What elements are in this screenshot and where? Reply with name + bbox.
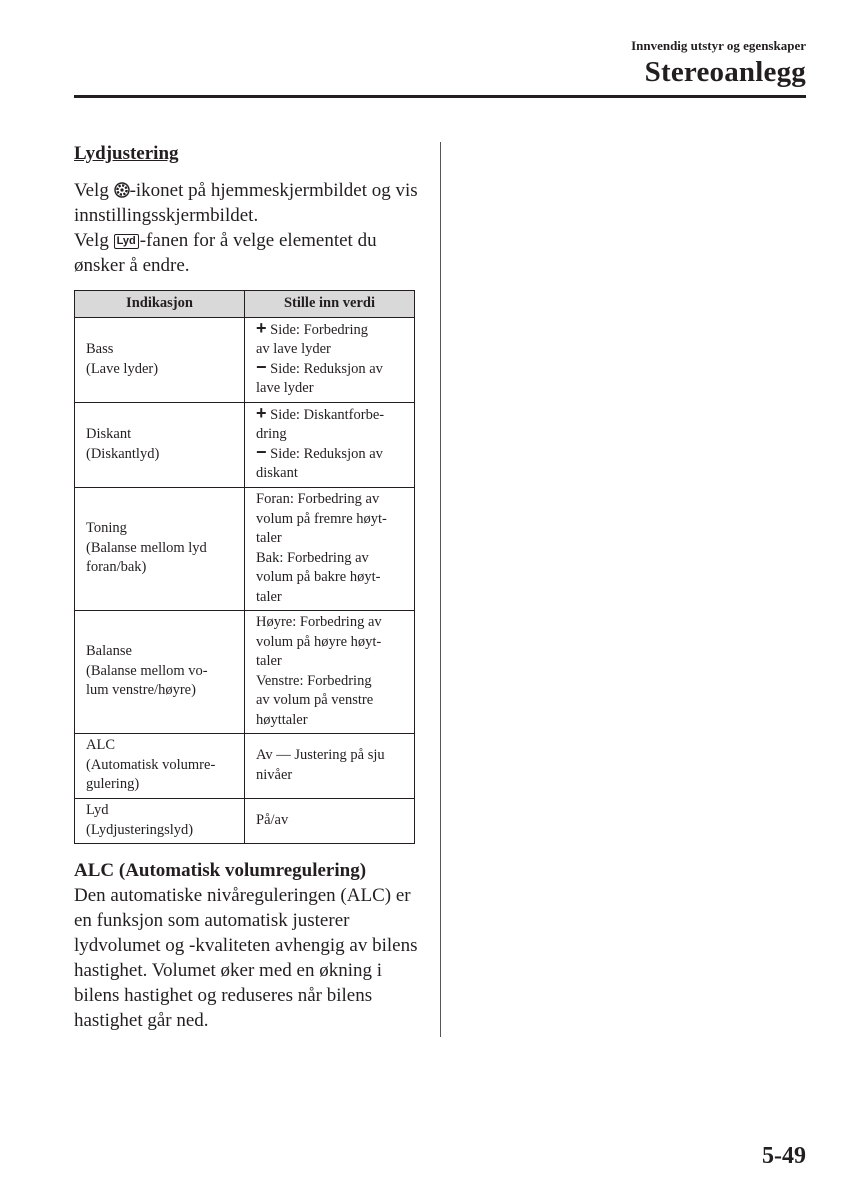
value-text: Bak: Forbedring av: [256, 549, 369, 566]
value-text: diskant: [256, 465, 298, 481]
plus-icon: +: [256, 317, 267, 338]
value-line: [256, 746, 403, 766]
indication-line: (Lydjusteringslyd): [86, 821, 194, 838]
indication-line: Toning: [86, 520, 127, 537]
value-cell: [245, 610, 415, 733]
indication-cell: [75, 317, 245, 402]
section-title: Lydjustering: [74, 143, 179, 164]
intro-text: Velg: [74, 230, 114, 251]
value-text: taler: [256, 530, 282, 546]
value-line: [256, 766, 403, 786]
indication-cell: [75, 487, 245, 610]
value-line: [256, 633, 403, 653]
value-line: [256, 402, 403, 426]
indication-cell: [75, 610, 245, 733]
alc-title: ALC (Automatisk volumregulering): [74, 859, 367, 881]
value-line: [256, 425, 403, 445]
value-line: [256, 652, 403, 672]
value-text: Venstre: Forbedring: [256, 672, 372, 689]
column-header-value: Stille inn verdi: [245, 291, 415, 318]
column-divider: [440, 142, 441, 1037]
value-text: Foran: Forbedring av: [256, 491, 380, 507]
gear-icon: [114, 180, 130, 196]
value-cell: [245, 733, 415, 798]
value-text: volum på høyre høyt-: [256, 633, 382, 650]
value-line: [256, 317, 403, 341]
indication-cell: [75, 798, 245, 843]
table-row: [75, 610, 415, 733]
value-text: Av — Justering på sju: [256, 747, 385, 763]
indication-line: ALC: [86, 737, 115, 754]
value-cell: [245, 798, 415, 843]
value-line: [256, 529, 403, 549]
value-text: av lave lyder: [256, 341, 331, 357]
value-text: taler: [256, 653, 282, 669]
value-line: [256, 379, 403, 399]
value-line: [256, 588, 403, 608]
intro-paragraph-1: [74, 178, 419, 228]
value-line: [256, 613, 403, 633]
value-line: [256, 549, 403, 569]
indication-line: lum venstre/høyre): [86, 682, 196, 699]
value-line: [256, 340, 403, 360]
value-cell: [245, 487, 415, 610]
value-cell: [245, 317, 415, 402]
value-line: [256, 691, 403, 711]
indication-line: (Diskantlyd): [86, 445, 160, 462]
intro-text: -fanen for å velge elementet du ønsker å endre.: [74, 230, 377, 276]
value-cell: [245, 402, 415, 487]
value-line: [256, 464, 403, 484]
value-line: [256, 711, 403, 731]
value-text: Høyre: Forbedring av: [256, 614, 382, 630]
main-column: [74, 142, 419, 1033]
value-text: Side: Reduksjon av: [266, 445, 383, 462]
value-text: På/av: [256, 811, 289, 828]
intro-text: -ikonet på hjemmeskjermbildet og vis innstillingsskjermbildet.: [74, 180, 418, 226]
value-text: volum på fremre høyt-: [256, 510, 387, 527]
page-title: Stereoanlegg: [644, 56, 806, 88]
table-header-row: [75, 291, 415, 318]
value-line: [256, 672, 403, 692]
value-text: volum på bakre høyt-: [256, 569, 381, 585]
value-text: dring: [256, 426, 287, 442]
page-number: 5-49: [762, 1143, 806, 1169]
minus-icon: −: [256, 441, 267, 462]
value-text: lave lyder: [256, 380, 314, 396]
page-header-section: Innvendig utstyr og egenskaper: [631, 38, 806, 53]
value-text: høyttaler: [256, 711, 308, 728]
value-line: [256, 510, 403, 530]
plus-icon: +: [256, 402, 267, 423]
value-text: av volum på venstre: [256, 692, 374, 708]
value-text: Side: Diskantforbe-: [266, 406, 385, 423]
indication-line: gulering): [86, 776, 140, 793]
indication-line: (Balanse mellom vo-: [86, 662, 208, 679]
indication-line: Balanse: [86, 643, 132, 660]
table-row: [75, 402, 415, 487]
value-text: Side: Reduksjon av: [266, 360, 383, 377]
indication-line: Diskant: [86, 426, 132, 442]
indication-line: Lyd: [86, 802, 109, 818]
minus-icon: −: [256, 356, 267, 377]
column-header-indication: Indikasjon: [75, 291, 245, 318]
header-rule: [74, 95, 806, 98]
indication-cell: [75, 402, 245, 487]
indication-line: foran/bak): [86, 559, 147, 576]
value-text: nivåer: [256, 766, 293, 783]
settings-table: [74, 290, 415, 844]
alc-description: Den automatiske nivåreguleringen (ALC) er en funksjon som automatisk justerer lydvolumet og -kvaliteten avhengig av bilens hastighet. Volumet øker med en økning i bilens hastighet og reduseres når bilens hastighet går ned.: [74, 884, 418, 1031]
table-row: [75, 487, 415, 610]
indication-line: (Balanse mellom lyd: [86, 539, 207, 556]
value-text: taler: [256, 588, 282, 605]
value-line: [256, 490, 403, 510]
value-line: [256, 568, 403, 588]
indication-line: (Lave lyder): [86, 360, 159, 377]
indication-line: (Automatisk volumre-: [86, 756, 216, 773]
table-row: [75, 798, 415, 843]
sound-tab-icon: Lyd: [114, 234, 139, 249]
indication-cell: [75, 733, 245, 798]
table-row: [75, 733, 415, 798]
indication-line: Bass: [86, 341, 114, 357]
table-row: [75, 317, 415, 402]
value-text: Side: Forbedring: [266, 321, 369, 338]
value-line: [256, 811, 403, 831]
intro-paragraph-2: [74, 228, 419, 278]
value-line: [256, 441, 403, 465]
intro-text: Velg: [74, 180, 114, 201]
value-line: [256, 356, 403, 380]
